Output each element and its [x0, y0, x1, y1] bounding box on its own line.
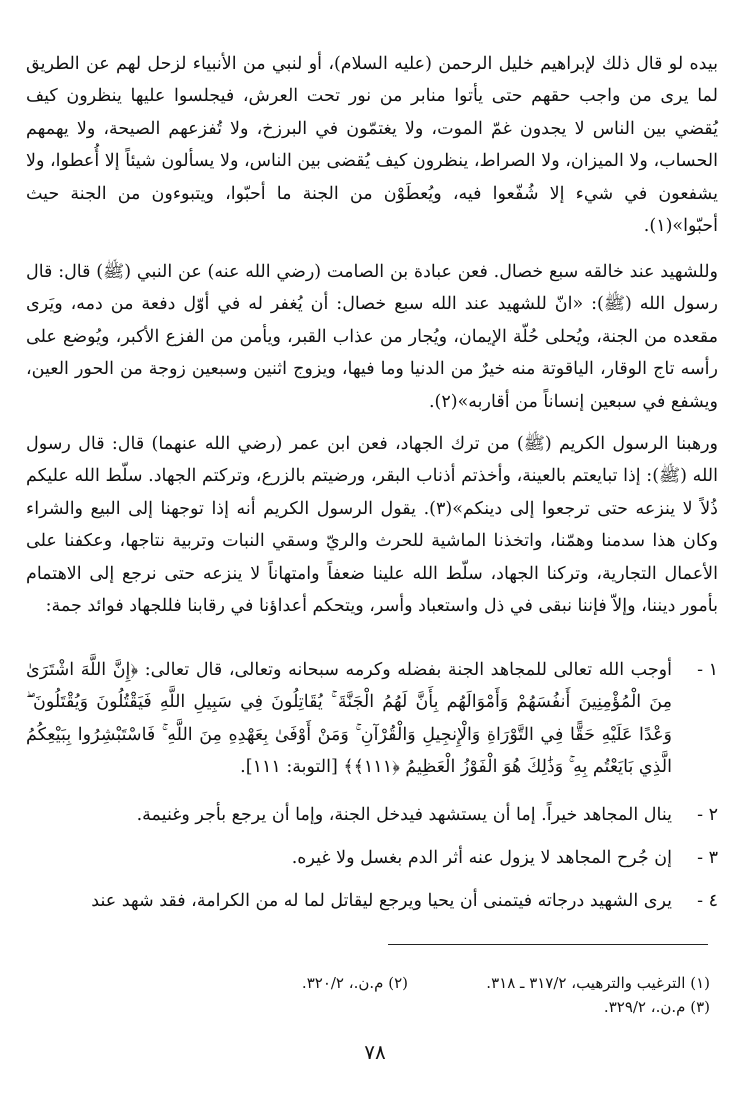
list-item-text: إن جُرح المجاهد لا يزول عنه أثر الدم بغسل ولا غيره. [291, 848, 672, 868]
list-item-text: يرى الشهيد درجاته فيتمنى أن يحيا ويرجع ليقاتل لما له من الكرامة، فقد شهد عند [91, 891, 672, 911]
paragraph-3: ورهبنا الرسول الكريم (ﷺ) من ترك الجهاد، فعن ابن عمر (رضي الله عنهما) قال: قال رسول الله (ﷺ): إذا تبايعتم بالعينة، وأخذتم أذناب البقر، ورضيتم بالزرع، وتركتم الجهاد. سلّط الله عليكم ذُلاً لا ينزعه حتى ترجعوا إلى دينكم»(٣). يقول الرسول الكريم أنه إذا توجهنا إلى البيع والشراء وكان هذا سدمنا وهمّنا، واتخذنا الماشية للحرث والريّ وسقي النبات وتربية نتاجها، وعكفنا على الأعمال التجارية، وتركنا الجهاد، سلّط الله علينا ضعفاً وامتهاناً لا ينزعه حتى نرجع إلى الاهتمام بأمور ديننا، وإلاّ فإننا نبقى في ذل واستعباد وأسر، ويتحكم أعداؤنا في رقابنا فللجهاد فوائد جمة: [26, 434, 718, 617]
footnote-number: (١) [690, 974, 710, 992]
list-item-3 [26, 842, 718, 874]
list-item-text: ينال المجاهد خيراً. إما أن يستشهد فيدخل الجنة، وإما أن يرجع بأجر وغنيمة. [136, 805, 672, 825]
list-item-text: أوجب الله تعالى للمجاهد الجنة بفضله وكرمه سبحانه وتعالى، قال تعالى: ﴿إِنَّ اللَّهَ اشْتَرَىٰ مِنَ الْمُؤْمِنِينَ أَنفُسَهُمْ وَأَمْوَالَهُم بِأَنَّ لَهُمُ الْجَنَّةَ ۚ يُقَاتِلُونَ فِي سَبِيلِ اللَّهِ فَيَقْتُلُونَ وَيُقْتَلُونَ ۖ وَعْدًا عَلَيْهِ حَقًّا فِي التَّوْرَاةِ وَالْإِنجِيلِ وَالْقُرْآنِ ۚ وَمَنْ أَوْفَىٰ بِعَهْدِهِ مِنَ اللَّهِ ۚ فَاسْتَبْشِرُوا بِبَيْعِكُمُ الَّذِي بَايَعْتُم بِهِ ۚ وَذَٰلِكَ هُوَ الْفَوْزُ الْعَظِيمُ ﴿١١١﴾﴾ [التوبة: ١١١]. [26, 660, 672, 778]
list-item-1 [26, 654, 718, 784]
footnote-number: (٢) [388, 974, 408, 992]
footnote-3 [604, 994, 710, 1020]
footnote-text: م.ن.، ٣٢٠/٢. [301, 974, 384, 992]
footnote-2 [302, 970, 408, 996]
footnote-text: الترغيب والترهيب، ٣١٧/٢ ـ ٣١٨. [486, 974, 686, 992]
paragraph-1: بيده لو قال ذلك لإبراهيم خليل الرحمن (عليه السلام)، أو لنبي من الأنبياء لزحل لهم عن الطريق لما يرى من واجب حقهم حتى يأتوا منابر من نور تحت العرش، فيجلسوا عليها ينظرون كيف يُقضي بين الناس لا يجدون غمّ الموت، ولا يغتمّون في البرزخ، ولا تُفزعهم الصيحة، ولا يهمهم الحساب، ولا الميزان، ولا الصراط، ينظرون كيف يُقضى بين الناس، ولا يسألون شيئاً إلا أُعطوا، ولا يشفعون في شيء إلا شُفّعوا فيه، ويُعطَوْن من الجنة ما أحبّوا، ويتبوءون من الجنة حيث أحبّوا»(١). [26, 54, 718, 237]
list-item-number: ٢ - [697, 805, 718, 825]
footnote-1 [486, 970, 710, 996]
paragraph-2: وللشهيد عند خالقه سبع خصال. فعن عبادة بن الصامت (رضي الله عنه) عن النبي (ﷺ) قال: قال رسول الله (ﷺ): «انّ للشهيد عند الله سبع خصال: أن يُغفر له في أوّل دفعة من دمه، ويَرى مقعده من الجنة، ويُحلى حُلّة الإيمان، ويُجار من عذاب القبر، ويأمن من الفزع الأكبر، ويُوضع على رأسه تاج الوقار، الياقوتة منه خيرٌ من الدنيا وما فيها، ويزوج اثنين وسبعين زوجة من الحور العين، ويشفع في سبعين إنساناً من أقاربه»(٢). [26, 262, 718, 412]
list-item-4 [26, 885, 718, 917]
list-item-2 [26, 799, 718, 831]
list-item-number: ٤ - [697, 891, 718, 911]
footnote-number: (٣) [690, 998, 710, 1016]
list-item-number: ٣ - [697, 848, 718, 868]
footnote-divider [388, 944, 708, 945]
list-item-number: ١ - [697, 660, 718, 680]
footnote-text: م.ن.، ٣٢٩/٢. [603, 998, 686, 1016]
page-number: ٧٨ [364, 1040, 386, 1064]
